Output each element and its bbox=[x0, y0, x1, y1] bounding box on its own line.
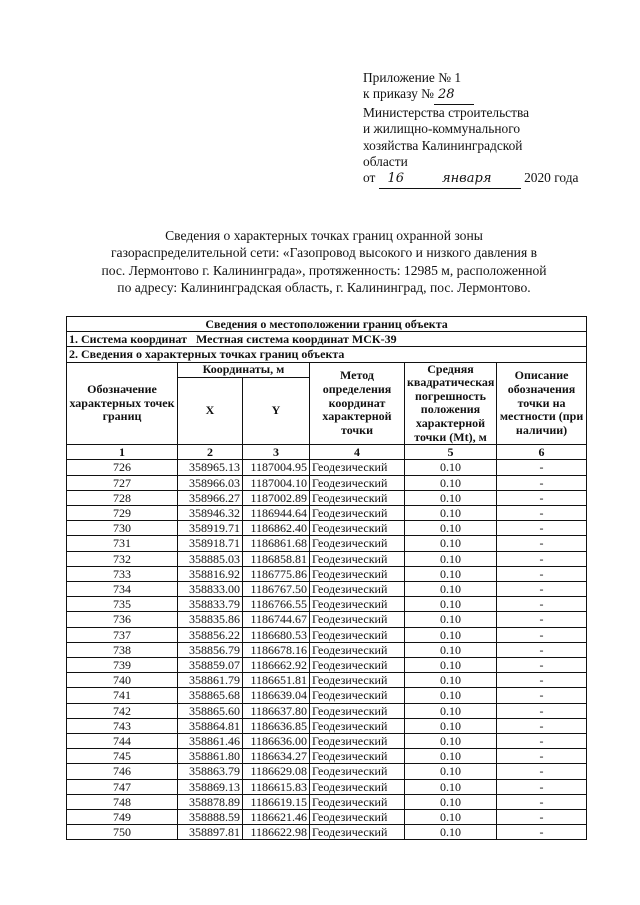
point-number-cell: 733 bbox=[67, 566, 178, 581]
date-day-field bbox=[379, 170, 413, 188]
table-body bbox=[67, 460, 587, 840]
method-cell: Геодезический bbox=[310, 658, 405, 673]
date-line bbox=[363, 170, 623, 188]
table-row bbox=[67, 551, 587, 566]
title-line-4: по адресу: Калининградская область, г. Калининград, пос. Лермонтово. bbox=[117, 280, 531, 296]
table-row bbox=[67, 566, 587, 581]
point-number-cell: 731 bbox=[67, 536, 178, 551]
x-coordinate-cell: 358816.92 bbox=[178, 566, 243, 581]
y-coordinate-cell: 1186619.15 bbox=[243, 794, 310, 809]
y-coordinate-cell: 1186636.85 bbox=[243, 718, 310, 733]
x-coordinate-cell: 358863.79 bbox=[178, 764, 243, 779]
appendix-line-6: области bbox=[363, 154, 408, 170]
appendix-block bbox=[363, 70, 623, 189]
table-row bbox=[67, 627, 587, 642]
date-day-handwritten: 16 bbox=[387, 171, 404, 187]
table-row bbox=[67, 764, 587, 779]
description-cell: - bbox=[497, 718, 587, 733]
y-coordinate-cell: 1186678.16 bbox=[243, 642, 310, 657]
description-cell: - bbox=[497, 825, 587, 840]
coordinate-system-row: 1. Система координат Местная система координат МСК-39 bbox=[67, 332, 587, 347]
col-header-description: Описание обозначения точки на местности (при наличии) bbox=[497, 362, 587, 445]
x-coordinate-cell: 358965.13 bbox=[178, 460, 243, 475]
method-cell: Геодезический bbox=[310, 779, 405, 794]
x-coordinate-cell: 358885.03 bbox=[178, 551, 243, 566]
order-prefix: к приказу № bbox=[363, 86, 434, 102]
description-cell: - bbox=[497, 582, 587, 597]
x-coordinate-cell: 358918.71 bbox=[178, 536, 243, 551]
point-number-cell: 738 bbox=[67, 642, 178, 657]
point-number-cell: 743 bbox=[67, 718, 178, 733]
y-coordinate-cell: 1186629.08 bbox=[243, 764, 310, 779]
method-cell: Геодезический bbox=[310, 597, 405, 612]
x-coordinate-cell: 358833.00 bbox=[178, 582, 243, 597]
y-coordinate-cell: 1187004.95 bbox=[243, 460, 310, 475]
order-number-handwritten: 28 bbox=[437, 87, 455, 103]
col-header-method: Метод определения координат характерной точки bbox=[310, 362, 405, 445]
point-number-cell: 729 bbox=[67, 505, 178, 520]
y-coordinate-cell: 1186662.92 bbox=[243, 658, 310, 673]
error-cell: 0.10 bbox=[405, 566, 497, 581]
table-row bbox=[67, 642, 587, 657]
table-row bbox=[67, 597, 587, 612]
x-coordinate-cell: 358856.22 bbox=[178, 627, 243, 642]
col-header-y: Y bbox=[243, 378, 310, 445]
error-cell: 0.10 bbox=[405, 749, 497, 764]
x-coordinate-cell: 358946.32 bbox=[178, 505, 243, 520]
y-coordinate-cell: 1187002.89 bbox=[243, 490, 310, 505]
col-number-4: 4 bbox=[310, 445, 405, 460]
description-cell: - bbox=[497, 734, 587, 749]
point-number-cell: 747 bbox=[67, 779, 178, 794]
description-cell: - bbox=[497, 566, 587, 581]
point-number-cell: 749 bbox=[67, 810, 178, 825]
y-coordinate-cell: 1186766.55 bbox=[243, 597, 310, 612]
point-number-cell: 744 bbox=[67, 734, 178, 749]
description-cell: - bbox=[497, 490, 587, 505]
y-coordinate-cell: 1186744.67 bbox=[243, 612, 310, 627]
error-cell: 0.10 bbox=[405, 582, 497, 597]
table-row bbox=[67, 521, 587, 536]
col-number-1: 1 bbox=[67, 445, 178, 460]
y-coordinate-cell: 1186639.04 bbox=[243, 688, 310, 703]
method-cell: Геодезический bbox=[310, 688, 405, 703]
x-coordinate-cell: 358966.03 bbox=[178, 475, 243, 490]
col-number-2: 2 bbox=[178, 445, 243, 460]
point-number-cell: 726 bbox=[67, 460, 178, 475]
table-row bbox=[67, 475, 587, 490]
method-cell: Геодезический bbox=[310, 794, 405, 809]
y-coordinate-cell: 1186767.50 bbox=[243, 582, 310, 597]
error-cell: 0.10 bbox=[405, 810, 497, 825]
y-coordinate-cell: 1186636.00 bbox=[243, 734, 310, 749]
order-number-line bbox=[363, 86, 623, 104]
x-coordinate-cell: 358833.79 bbox=[178, 597, 243, 612]
error-cell: 0.10 bbox=[405, 734, 497, 749]
method-cell: Геодезический bbox=[310, 627, 405, 642]
description-cell: - bbox=[497, 521, 587, 536]
x-coordinate-cell: 358835.86 bbox=[178, 612, 243, 627]
table-row bbox=[67, 460, 587, 475]
description-cell: - bbox=[497, 597, 587, 612]
method-cell: Геодезический bbox=[310, 749, 405, 764]
x-coordinate-cell: 358869.13 bbox=[178, 779, 243, 794]
y-coordinate-cell: 1186862.40 bbox=[243, 521, 310, 536]
method-cell: Геодезический bbox=[310, 551, 405, 566]
error-cell: 0.10 bbox=[405, 764, 497, 779]
appendix-line-5: хозяйства Калининградской bbox=[363, 137, 523, 153]
description-cell: - bbox=[497, 749, 587, 764]
error-cell: 0.10 bbox=[405, 521, 497, 536]
date-prefix: от bbox=[363, 170, 376, 186]
y-coordinate-cell: 1186651.81 bbox=[243, 673, 310, 688]
method-cell: Геодезический bbox=[310, 642, 405, 657]
coordinates-table bbox=[66, 316, 587, 840]
y-coordinate-cell: 1186637.80 bbox=[243, 703, 310, 718]
error-cell: 0.10 bbox=[405, 627, 497, 642]
error-cell: 0.10 bbox=[405, 642, 497, 657]
table-row bbox=[67, 779, 587, 794]
error-cell: 0.10 bbox=[405, 490, 497, 505]
method-cell: Геодезический bbox=[310, 764, 405, 779]
method-cell: Геодезический bbox=[310, 825, 405, 840]
y-coordinate-cell: 1186775.86 bbox=[243, 566, 310, 581]
error-cell: 0.10 bbox=[405, 794, 497, 809]
table-row bbox=[67, 718, 587, 733]
description-cell: - bbox=[497, 810, 587, 825]
error-cell: 0.10 bbox=[405, 460, 497, 475]
point-number-cell: 750 bbox=[67, 825, 178, 840]
method-cell: Геодезический bbox=[310, 490, 405, 505]
col-number-5: 5 bbox=[405, 445, 497, 460]
date-suffix: 2020 года bbox=[524, 170, 579, 186]
x-coordinate-cell: 358861.80 bbox=[178, 749, 243, 764]
description-cell: - bbox=[497, 703, 587, 718]
point-number-cell: 741 bbox=[67, 688, 178, 703]
point-number-cell: 745 bbox=[67, 749, 178, 764]
point-number-cell: 727 bbox=[67, 475, 178, 490]
description-cell: - bbox=[497, 642, 587, 657]
method-cell: Геодезический bbox=[310, 521, 405, 536]
y-coordinate-cell: 1186621.46 bbox=[243, 810, 310, 825]
error-cell: 0.10 bbox=[405, 551, 497, 566]
col-number-6: 6 bbox=[497, 445, 587, 460]
x-coordinate-cell: 358861.79 bbox=[178, 673, 243, 688]
y-coordinate-cell: 1186680.53 bbox=[243, 627, 310, 642]
point-number-cell: 737 bbox=[67, 627, 178, 642]
point-number-cell: 739 bbox=[67, 658, 178, 673]
method-cell: Геодезический bbox=[310, 734, 405, 749]
error-cell: 0.10 bbox=[405, 475, 497, 490]
method-cell: Геодезический bbox=[310, 505, 405, 520]
point-number-cell: 735 bbox=[67, 597, 178, 612]
error-cell: 0.10 bbox=[405, 505, 497, 520]
description-cell: - bbox=[497, 505, 587, 520]
description-cell: - bbox=[497, 658, 587, 673]
method-cell: Геодезический bbox=[310, 566, 405, 581]
table-row bbox=[67, 825, 587, 840]
col-header-error: Средняя квадратическая погрешность положения характерной точки (Mt), м bbox=[405, 362, 497, 445]
x-coordinate-cell: 358865.60 bbox=[178, 703, 243, 718]
point-number-cell: 736 bbox=[67, 612, 178, 627]
error-cell: 0.10 bbox=[405, 673, 497, 688]
error-cell: 0.10 bbox=[405, 825, 497, 840]
x-coordinate-cell: 358966.27 bbox=[178, 490, 243, 505]
col-header-coordinates: Координаты, м bbox=[178, 362, 310, 378]
x-coordinate-cell: 358864.81 bbox=[178, 718, 243, 733]
description-cell: - bbox=[497, 688, 587, 703]
x-coordinate-cell: 358897.81 bbox=[178, 825, 243, 840]
title-line-3: пос. Лермонтово г. Калининграда», протяженность: 12985 м, расположенной bbox=[101, 262, 547, 278]
y-coordinate-cell: 1186634.27 bbox=[243, 749, 310, 764]
appendix-line-1: Приложение № 1 bbox=[363, 70, 462, 85]
x-coordinate-cell: 358878.89 bbox=[178, 794, 243, 809]
method-cell: Геодезический bbox=[310, 612, 405, 627]
error-cell: 0.10 bbox=[405, 612, 497, 627]
table-row bbox=[67, 536, 587, 551]
method-cell: Геодезический bbox=[310, 718, 405, 733]
col-header-designation: Обозначение характерных точек границ bbox=[67, 362, 178, 445]
description-cell: - bbox=[497, 627, 587, 642]
point-number-cell: 734 bbox=[67, 582, 178, 597]
description-cell: - bbox=[497, 794, 587, 809]
x-coordinate-cell: 358856.79 bbox=[178, 642, 243, 657]
table-row bbox=[67, 810, 587, 825]
col-number-3: 3 bbox=[243, 445, 310, 460]
point-number-cell: 728 bbox=[67, 490, 178, 505]
title-line-1: Сведения о характерных точках границ охранной зоны bbox=[165, 228, 483, 243]
table-row bbox=[67, 749, 587, 764]
method-cell: Геодезический bbox=[310, 703, 405, 718]
table-row bbox=[67, 658, 587, 673]
table-row bbox=[67, 673, 587, 688]
x-coordinate-cell: 358865.68 bbox=[178, 688, 243, 703]
y-coordinate-cell: 1187004.10 bbox=[243, 475, 310, 490]
description-cell: - bbox=[497, 536, 587, 551]
col-header-x: X bbox=[178, 378, 243, 445]
error-cell: 0.10 bbox=[405, 597, 497, 612]
description-cell: - bbox=[497, 612, 587, 627]
error-cell: 0.10 bbox=[405, 703, 497, 718]
method-cell: Геодезический bbox=[310, 673, 405, 688]
method-cell: Геодезический bbox=[310, 810, 405, 825]
method-cell: Геодезический bbox=[310, 460, 405, 475]
table-row bbox=[67, 490, 587, 505]
point-number-cell: 730 bbox=[67, 521, 178, 536]
y-coordinate-cell: 1186944.64 bbox=[243, 505, 310, 520]
method-cell: Геодезический bbox=[310, 582, 405, 597]
table-main-header: Сведения о местоположении границ объекта bbox=[67, 317, 587, 332]
error-cell: 0.10 bbox=[405, 718, 497, 733]
error-cell: 0.10 bbox=[405, 536, 497, 551]
y-coordinate-cell: 1186858.81 bbox=[243, 551, 310, 566]
date-month-handwritten: января bbox=[442, 171, 492, 187]
error-cell: 0.10 bbox=[405, 688, 497, 703]
point-number-cell: 740 bbox=[67, 673, 178, 688]
point-number-cell: 746 bbox=[67, 764, 178, 779]
y-coordinate-cell: 1186615.83 bbox=[243, 779, 310, 794]
table-row bbox=[67, 612, 587, 627]
method-cell: Геодезический bbox=[310, 536, 405, 551]
table-row bbox=[67, 794, 587, 809]
appendix-line-3: Министерства строительства bbox=[363, 104, 530, 120]
description-cell: - bbox=[497, 673, 587, 688]
method-cell: Геодезический bbox=[310, 475, 405, 490]
points-section-row: 2. Сведения о характерных точках границ объекта bbox=[67, 347, 587, 362]
error-cell: 0.10 bbox=[405, 779, 497, 794]
order-number-field bbox=[434, 86, 474, 104]
description-cell: - bbox=[497, 551, 587, 566]
point-number-cell: 748 bbox=[67, 794, 178, 809]
title-line-2: газораспределительной сети: «Газопровод высокого и низкого давления в bbox=[110, 245, 538, 261]
y-coordinate-cell: 1186622.98 bbox=[243, 825, 310, 840]
description-cell: - bbox=[497, 460, 587, 475]
description-cell: - bbox=[497, 779, 587, 794]
description-cell: - bbox=[497, 475, 587, 490]
point-number-cell: 732 bbox=[67, 551, 178, 566]
error-cell: 0.10 bbox=[405, 658, 497, 673]
description-cell: - bbox=[497, 764, 587, 779]
table-row bbox=[67, 703, 587, 718]
table-row bbox=[67, 582, 587, 597]
appendix-line-4: и жилищно-коммунального bbox=[363, 121, 521, 137]
x-coordinate-cell: 358919.71 bbox=[178, 521, 243, 536]
date-month-field bbox=[413, 170, 521, 188]
table-row bbox=[67, 734, 587, 749]
table-row bbox=[67, 688, 587, 703]
table-row bbox=[67, 505, 587, 520]
x-coordinate-cell: 358888.59 bbox=[178, 810, 243, 825]
document-title bbox=[60, 227, 588, 297]
y-coordinate-cell: 1186861.68 bbox=[243, 536, 310, 551]
x-coordinate-cell: 358861.46 bbox=[178, 734, 243, 749]
point-number-cell: 742 bbox=[67, 703, 178, 718]
x-coordinate-cell: 358859.07 bbox=[178, 658, 243, 673]
